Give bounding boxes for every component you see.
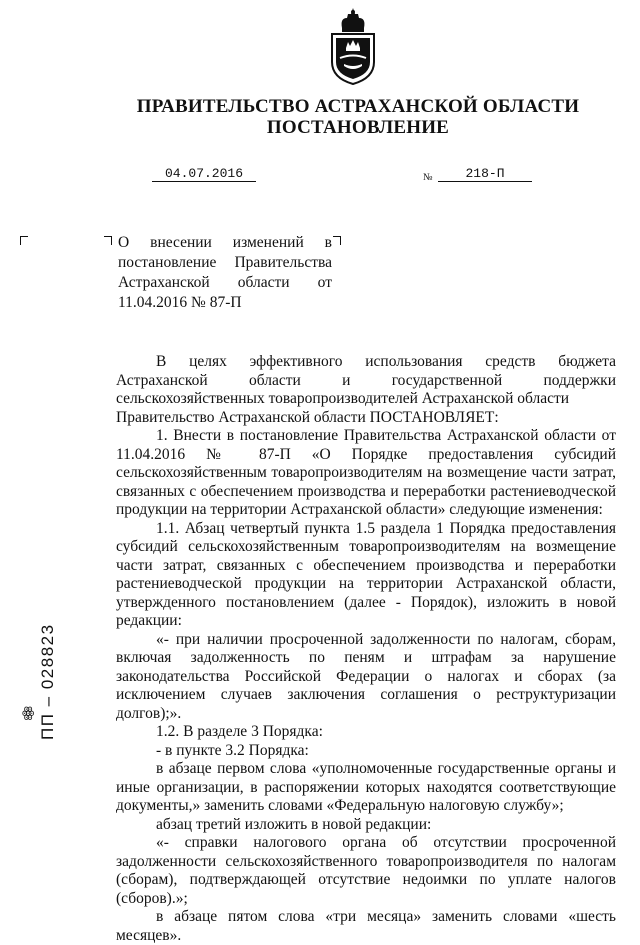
body-paragraph: в абзаце первом слова «уполномоченные государственные органы и иные организации, в распоряжении которых находятся соответствующие документы,» заменить словами «Федеральную налоговую службу»;: [116, 760, 616, 814]
body-paragraph: 1.1. Абзац четвертый пункта 1.5 раздела 1 Порядка предоставления субсидий сельскохозяйственным товаропроизводителям на возмещение части затрат, связанных с обеспечением производства и переработки растениеводческой продукции на территории Астраханской области, утвержденного постановлением (далее - Порядок), изложить в новой редакции:: [116, 519, 616, 629]
body-paragraph: в абзаце пятом слова «три месяца» заменить словами «шесть месяцев».: [116, 908, 616, 944]
document-subject: О внесении изменений в постановление Правительства Астраханской области от 11.04.2016 № 87-П: [118, 234, 332, 311]
margin-ornament-glyph: ꙮ: [22, 706, 35, 721]
form-serial-number: ПП – 028823: [38, 623, 57, 740]
body-paragraph: В целях эффективного использования средств бюджета Астраханской области и государственной поддержки сельскохозяйственных товаропроизводителей Астраханской области: [116, 353, 616, 407]
document-type-title: ПОСТАНОВЛЕНИЕ: [266, 117, 450, 138]
body-paragraph: Правительство Астраханской области ПОСТАНОВЛЯЕТ:: [116, 408, 499, 426]
subject-corner-mark-mid: [104, 236, 112, 245]
document-date: 04.07.2016: [152, 167, 256, 182]
body-paragraph: абзац третий изложить в новой редакции:: [156, 815, 432, 833]
subject-corner-mark-left: [20, 236, 28, 245]
document-number: 218-П: [438, 167, 532, 182]
body-paragraph: «- при наличии просроченной задолженности по налогам, сборам, включая задолженность по пеням и штрафам за нарушение законодательства Российской Федерации о налогах и сборах (за исключением случаев заключения соглашения о реструктуризации долгов);».: [116, 630, 616, 722]
number-sign: №: [423, 172, 433, 183]
body-paragraph: «- справки налогового органа об отсутствии просроченной задолженности сельскохозяйственного товаропроизводителя по налогам (сборам), подтверждающей отсутствие недоимки по уплате налогов (сборов).»;: [116, 834, 616, 907]
coat-of-arms-emblem: [328, 6, 378, 86]
government-title: ПРАВИТЕЛЬСТВО АСТРАХАНСКОЙ ОБЛАСТИ: [136, 96, 580, 117]
body-paragraph: - в пункте 3.2 Порядка:: [156, 741, 309, 759]
body-paragraph: 1. Внести в постановление Правительства Астраханской области от 11.04.2016 № 87-П «О Порядке предоставления субсидий сельскохозяйственным товаропроизводителям на возмещение части затрат, связанных с обеспечением производства и переработки растениеводческой продукции на территории Астраханской области» следующие изменения:: [116, 427, 616, 518]
body-paragraph: 1.2. В разделе 3 Порядка:: [156, 723, 323, 740]
subject-corner-mark-right: [333, 236, 341, 245]
document-body: [116, 353, 616, 945]
